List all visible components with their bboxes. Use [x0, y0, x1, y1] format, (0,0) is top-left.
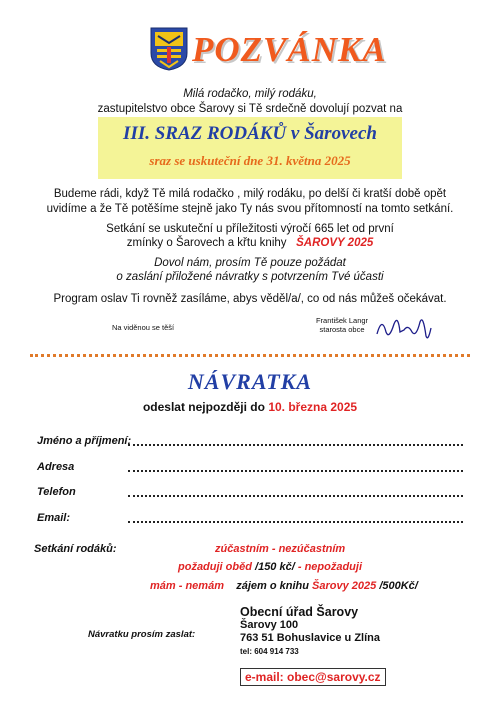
meeting-label: Setkání rodáků: [34, 543, 117, 555]
book-have: mám - nemám [150, 580, 224, 592]
body-p3-line2: o zaslání přiložené návratky s potvrzením Tvé účasti [116, 271, 384, 283]
section-divider [30, 354, 470, 357]
event-banner [98, 117, 402, 179]
address-line3: 763 51 Bohuslavice u Zlína [240, 632, 381, 644]
email-field[interactable] [128, 521, 463, 523]
attendance-option[interactable]: zúčastním - nezúčastním [215, 543, 346, 555]
greeting-line: Milá rodačko, milý rodáku, [183, 88, 317, 100]
body-p2-text: zmínky o Šarovech a křtu knihy [126, 237, 287, 249]
return-address [240, 606, 380, 658]
body-p2-line1: Setkání se uskuteční u příležitosti výročí 665 let od první [106, 223, 394, 235]
send-label: Návratku prosím zaslat: [88, 629, 196, 640]
event-date: sraz se uskuteční dne 31. května 2025 [149, 153, 351, 168]
lunch-price: /150 kč/ [255, 561, 295, 573]
body-p1-line2: uvidíme a že Tě potěšíme stejně jako Ty nás svou přítomností na tomto setkání. [46, 203, 454, 215]
signature-greeting: Na viděnou se těší [112, 323, 175, 332]
field-label-name: Jméno a příjmení: [37, 435, 132, 447]
book-name: Šarovy 2025 [312, 580, 377, 592]
address-line1: Obecní úřad Šarovy [240, 605, 359, 619]
book-option[interactable] [150, 580, 418, 592]
municipal-crest-icon [150, 27, 188, 71]
book-price: /500Kč/ [379, 580, 418, 592]
lunch-decline: - nepožaduji [297, 561, 363, 573]
event-headline: III. SRAZ RODÁKŮ v Šarovech [123, 123, 377, 144]
field-label-address: Adresa [37, 461, 75, 473]
signature-block [307, 316, 377, 334]
phone-field[interactable] [128, 495, 463, 497]
handwritten-signature-icon [374, 310, 434, 344]
mayor-role: starosta obce [319, 325, 365, 334]
field-label-phone: Telefon [37, 486, 76, 498]
deadline-text: odeslat nejpozději do [142, 400, 265, 414]
contact-email[interactable]: e-mail: obec@sarovy.cz [240, 668, 386, 686]
mayor-name: František Langr [315, 316, 369, 325]
book-interest-text: zájem o knihu [236, 580, 309, 592]
field-label-email: Email: [37, 512, 71, 524]
body-p1-line1: Budeme rádi, když Tě milá rodačko , milý rodáku, po delší či kratší době opět [53, 188, 447, 200]
address-field[interactable] [128, 470, 463, 472]
page-title: POZVÁNKA [192, 30, 387, 69]
deadline [0, 400, 500, 414]
address-line2: Šarovy 100 [240, 619, 299, 631]
form-title: NÁVRATKA [187, 369, 313, 394]
address-phone: tel: 604 914 733 [240, 647, 299, 656]
body-p2-line2 [0, 236, 500, 251]
name-field[interactable] [128, 444, 463, 446]
lunch-option[interactable] [178, 561, 362, 573]
invitation-line: zastupitelstvo obce Šarovy si Tě srdečně dovolují pozvat na [97, 103, 403, 115]
book-title: ŠAROVY 2025 [296, 237, 374, 249]
body-p3-line1: Dovol nám, prosím Tě pouze požádat [154, 257, 346, 269]
body-p4: Program oslav Ti rovněž zasíláme, abys věděl/a/, co od nás můžeš očekávat. [53, 293, 447, 305]
deadline-date: 10. března 2025 [268, 400, 358, 414]
lunch-request: požaduji oběd [178, 561, 252, 573]
